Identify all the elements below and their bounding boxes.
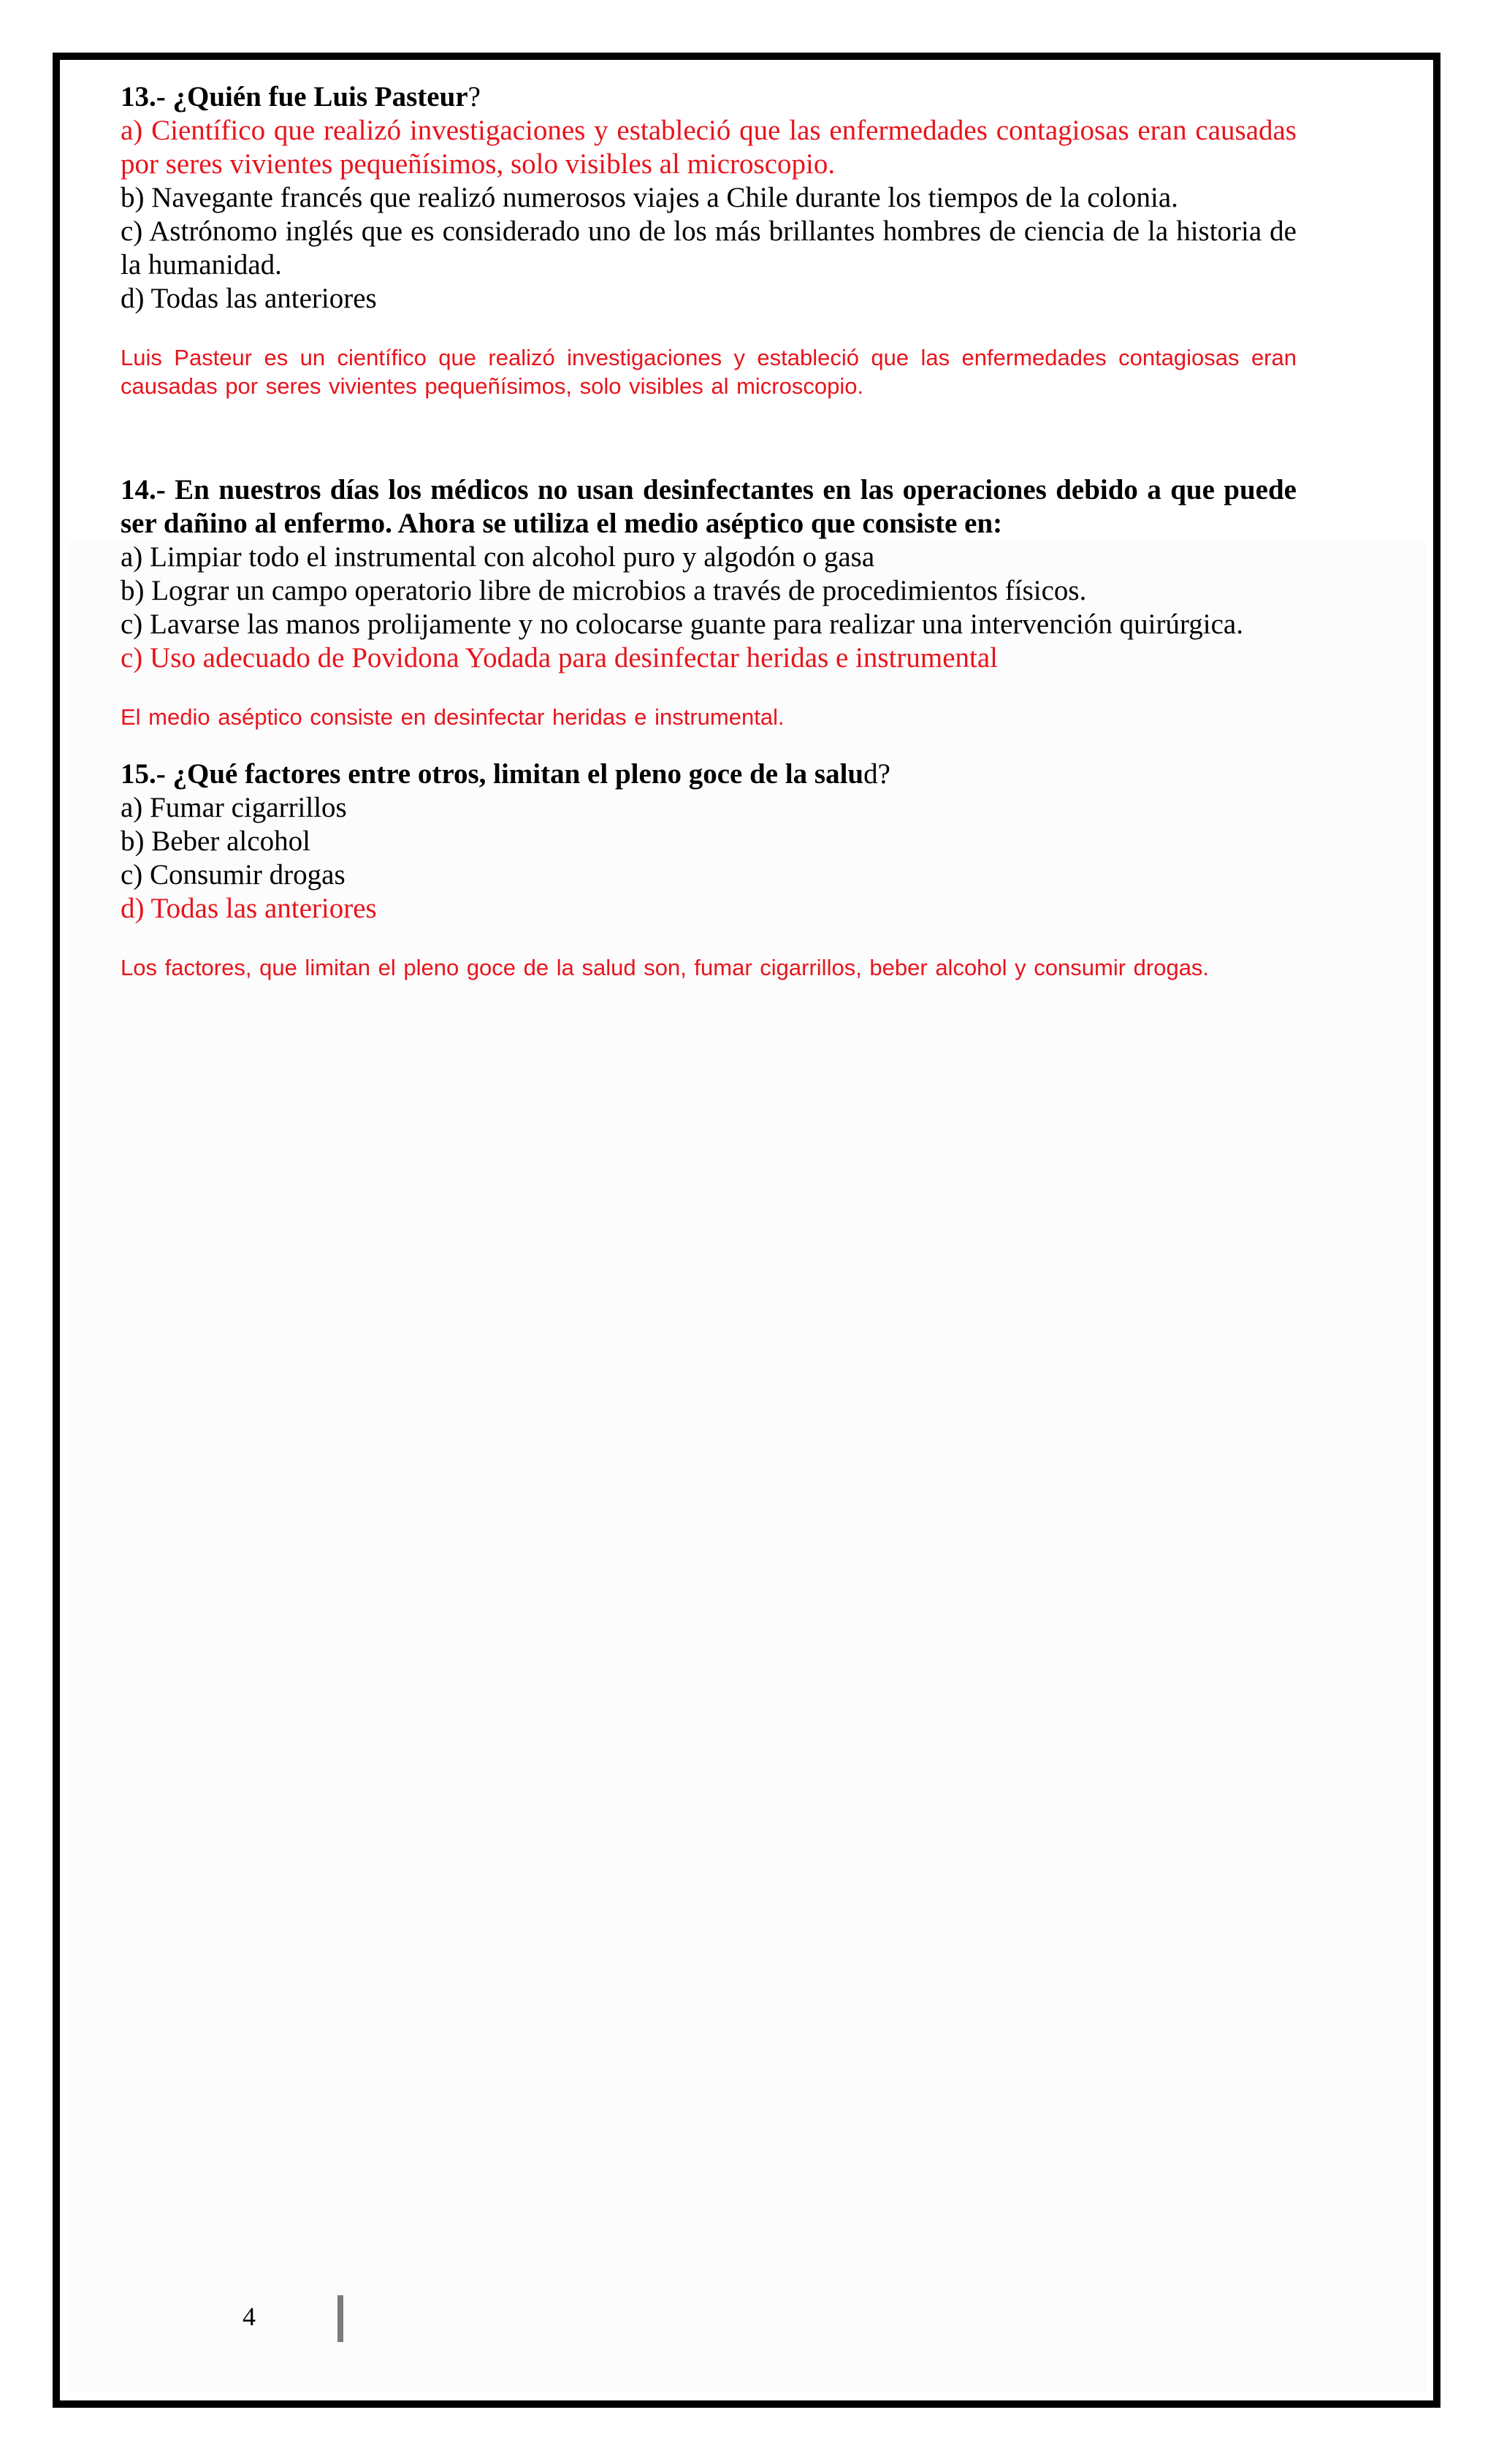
page-number: 4 xyxy=(243,2302,256,2331)
question-15-option-c: c) Consumir drogas xyxy=(121,859,346,890)
question-14-title xyxy=(121,473,1297,541)
question-15 xyxy=(121,758,1297,982)
document-content xyxy=(121,80,1297,982)
question-14-option-c: c) Lavarse las manos prolijamente y no colocarse guante para realizar una intervención quirúrgica. xyxy=(121,609,1243,640)
question-15-explanation: Los factores, que limitan el pleno goce de la salud son, fumar cigarrillos, beber alcohol y consumir drogas. xyxy=(121,955,1210,980)
question-13-option-c: c) Astrónomo inglés que es considerado uno de los más brillantes hombres de ciencia de la historia de la humanidad. xyxy=(121,215,1297,281)
question-14-explanation: El medio aséptico consiste en desinfectar heridas e instrumental. xyxy=(121,704,785,730)
question-15-title-rest: d? xyxy=(863,758,890,790)
question-13 xyxy=(121,80,1297,400)
question-14-option-a: a) Limpiar todo el instrumental con alcohol puro y algodón o gasa xyxy=(121,541,875,573)
question-15-option-b: b) Beber alcohol xyxy=(121,825,310,857)
question-13-option-a: a) Científico que realizó investigaciones y estableció que las enfermedades contagiosas eran causadas por seres vivientes pequeñísimos, solo visibles al microscopio. xyxy=(121,115,1297,180)
question-13-title-rest: ? xyxy=(468,81,481,112)
question-15-option-d: d) Todas las anteriores xyxy=(121,893,377,924)
question-13-explanation: Luis Pasteur es un científico que realizó investigaciones y estableció que las enfermedades contagiosas eran causadas por seres vivientes pequeñísimos, solo visibles al microscopio. xyxy=(121,345,1297,399)
question-14-title-bold: 14.- En nuestros días los médicos no usan desinfectantes en las operaciones debido a que puede ser dañino al enfermo. Ahora se utiliza el medio aséptico que consiste en: xyxy=(121,474,1297,539)
question-15-option-a: a) Fumar cigarrillos xyxy=(121,792,347,823)
question-13-title-bold: 13.- ¿Quién fue Luis Pasteur xyxy=(121,81,468,112)
question-13-title xyxy=(121,80,1297,114)
question-13-option-d: d) Todas las anteriores xyxy=(121,283,377,314)
question-14 xyxy=(121,473,1297,731)
question-14-option-b: b) Lograr un campo operatorio libre de microbios a través de procedimientos físicos. xyxy=(121,575,1087,606)
footer-divider xyxy=(337,2295,343,2342)
question-14-option-c-correct: c) Uso adecuado de Povidona Yodada para desinfectar heridas e instrumental xyxy=(121,642,999,674)
question-15-title-bold: 15.- ¿Qué factores entre otros, limitan el pleno goce de la salu xyxy=(121,758,864,790)
question-13-option-b: b) Navegante francés que realizó numerosos viajes a Chile durante los tiempos de la colonia. xyxy=(121,182,1178,213)
question-15-title xyxy=(121,758,1297,791)
